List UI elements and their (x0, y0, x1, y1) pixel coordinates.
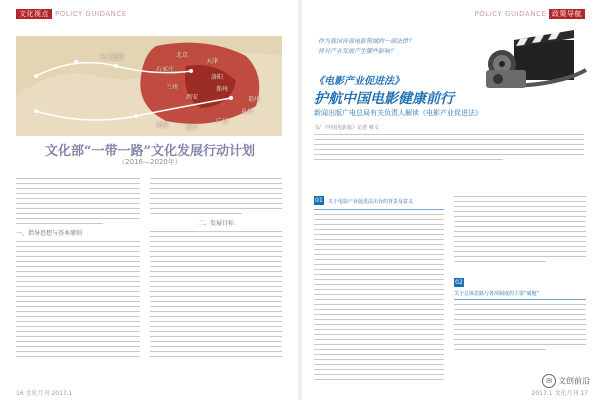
headline-subtitle: 新闻出版广电总局有关负责人解读《电影产业促进法》 (314, 109, 482, 117)
silk-road-map (16, 36, 282, 136)
map-label-beijing: 北京 (176, 52, 189, 59)
map-label-tianjin: 天津 (206, 58, 219, 65)
map-label-quanzhou: 泉州 (241, 108, 254, 115)
section-rule (314, 209, 444, 210)
film-clapperboard-illustration (478, 10, 590, 94)
lead-question-2: 将对产业发展产生哪些影响？ (318, 48, 397, 55)
right-header-badge: 政策导航 (549, 9, 585, 19)
left-footer: 16 文化月刊 2017.1 (16, 390, 73, 397)
intro-paragraph (314, 134, 584, 184)
right-column-2-bottom (454, 304, 586, 364)
section-number-01: 01 (315, 197, 323, 204)
map-label-shijiazhuang: 石家庄 (156, 66, 175, 73)
right-header-text: POLICY GUIDANCE (474, 10, 547, 18)
left-header (16, 9, 127, 19)
map-label-beihai: 北海 (156, 122, 169, 129)
map-illustration (16, 36, 282, 136)
left-header-badge: 文化视点 (16, 9, 52, 19)
right-footer: 2017.1 文化月刊 17 (531, 390, 588, 397)
map-label-fuzhou: 福州 (248, 96, 261, 103)
watermark (542, 374, 590, 388)
map-label-luoyang: 洛阳 (211, 74, 224, 81)
headline-top: 《电影产业促进法》 (314, 76, 404, 87)
section-heading: 一、指导思想与基本原则 (16, 230, 83, 237)
byline: 文/ 《中国电影报》记者 蔡文 (314, 125, 379, 131)
section-rule (454, 299, 586, 300)
map-label-ulaanbaatar: 乌兰巴托 (100, 54, 125, 61)
watermark-text: 文创前沿 (558, 376, 590, 386)
left-column-2 (150, 178, 282, 383)
wechat-icon: ✉ (542, 374, 556, 388)
right-column-1 (314, 214, 444, 384)
map-label-guangzhou: 广州 (216, 118, 229, 125)
map-label-lanzhou: 兰州 (166, 84, 179, 91)
map-label-xian: 西安 (186, 94, 199, 101)
left-header-text: POLICY GUIDANCE (55, 10, 127, 18)
map-label-zhanjiang: 湛江 (186, 124, 199, 131)
right-page (300, 0, 600, 400)
lead-question-1: 作为我国首部电影领域的一部法律？ (318, 38, 415, 45)
map-label-zhengzhou: 郑州 (216, 86, 229, 93)
article-subtitle: （2016—2020年） (118, 158, 182, 166)
section-number-02: 02 (455, 279, 463, 286)
section-title-02: 关于总体思路与各项制度的主要“破题” (454, 291, 540, 297)
headline-main: 护航中国电影健康前行 (314, 91, 454, 107)
left-column-1 (16, 178, 140, 383)
right-column-2-top (454, 196, 586, 266)
article-title: 文化部“一带一路”文化发展行动计划 (45, 144, 255, 159)
section-title-01: 关于电影产业促进法出台的背景及意义 (328, 199, 414, 205)
section-heading: 二、发展目标 (197, 220, 234, 227)
